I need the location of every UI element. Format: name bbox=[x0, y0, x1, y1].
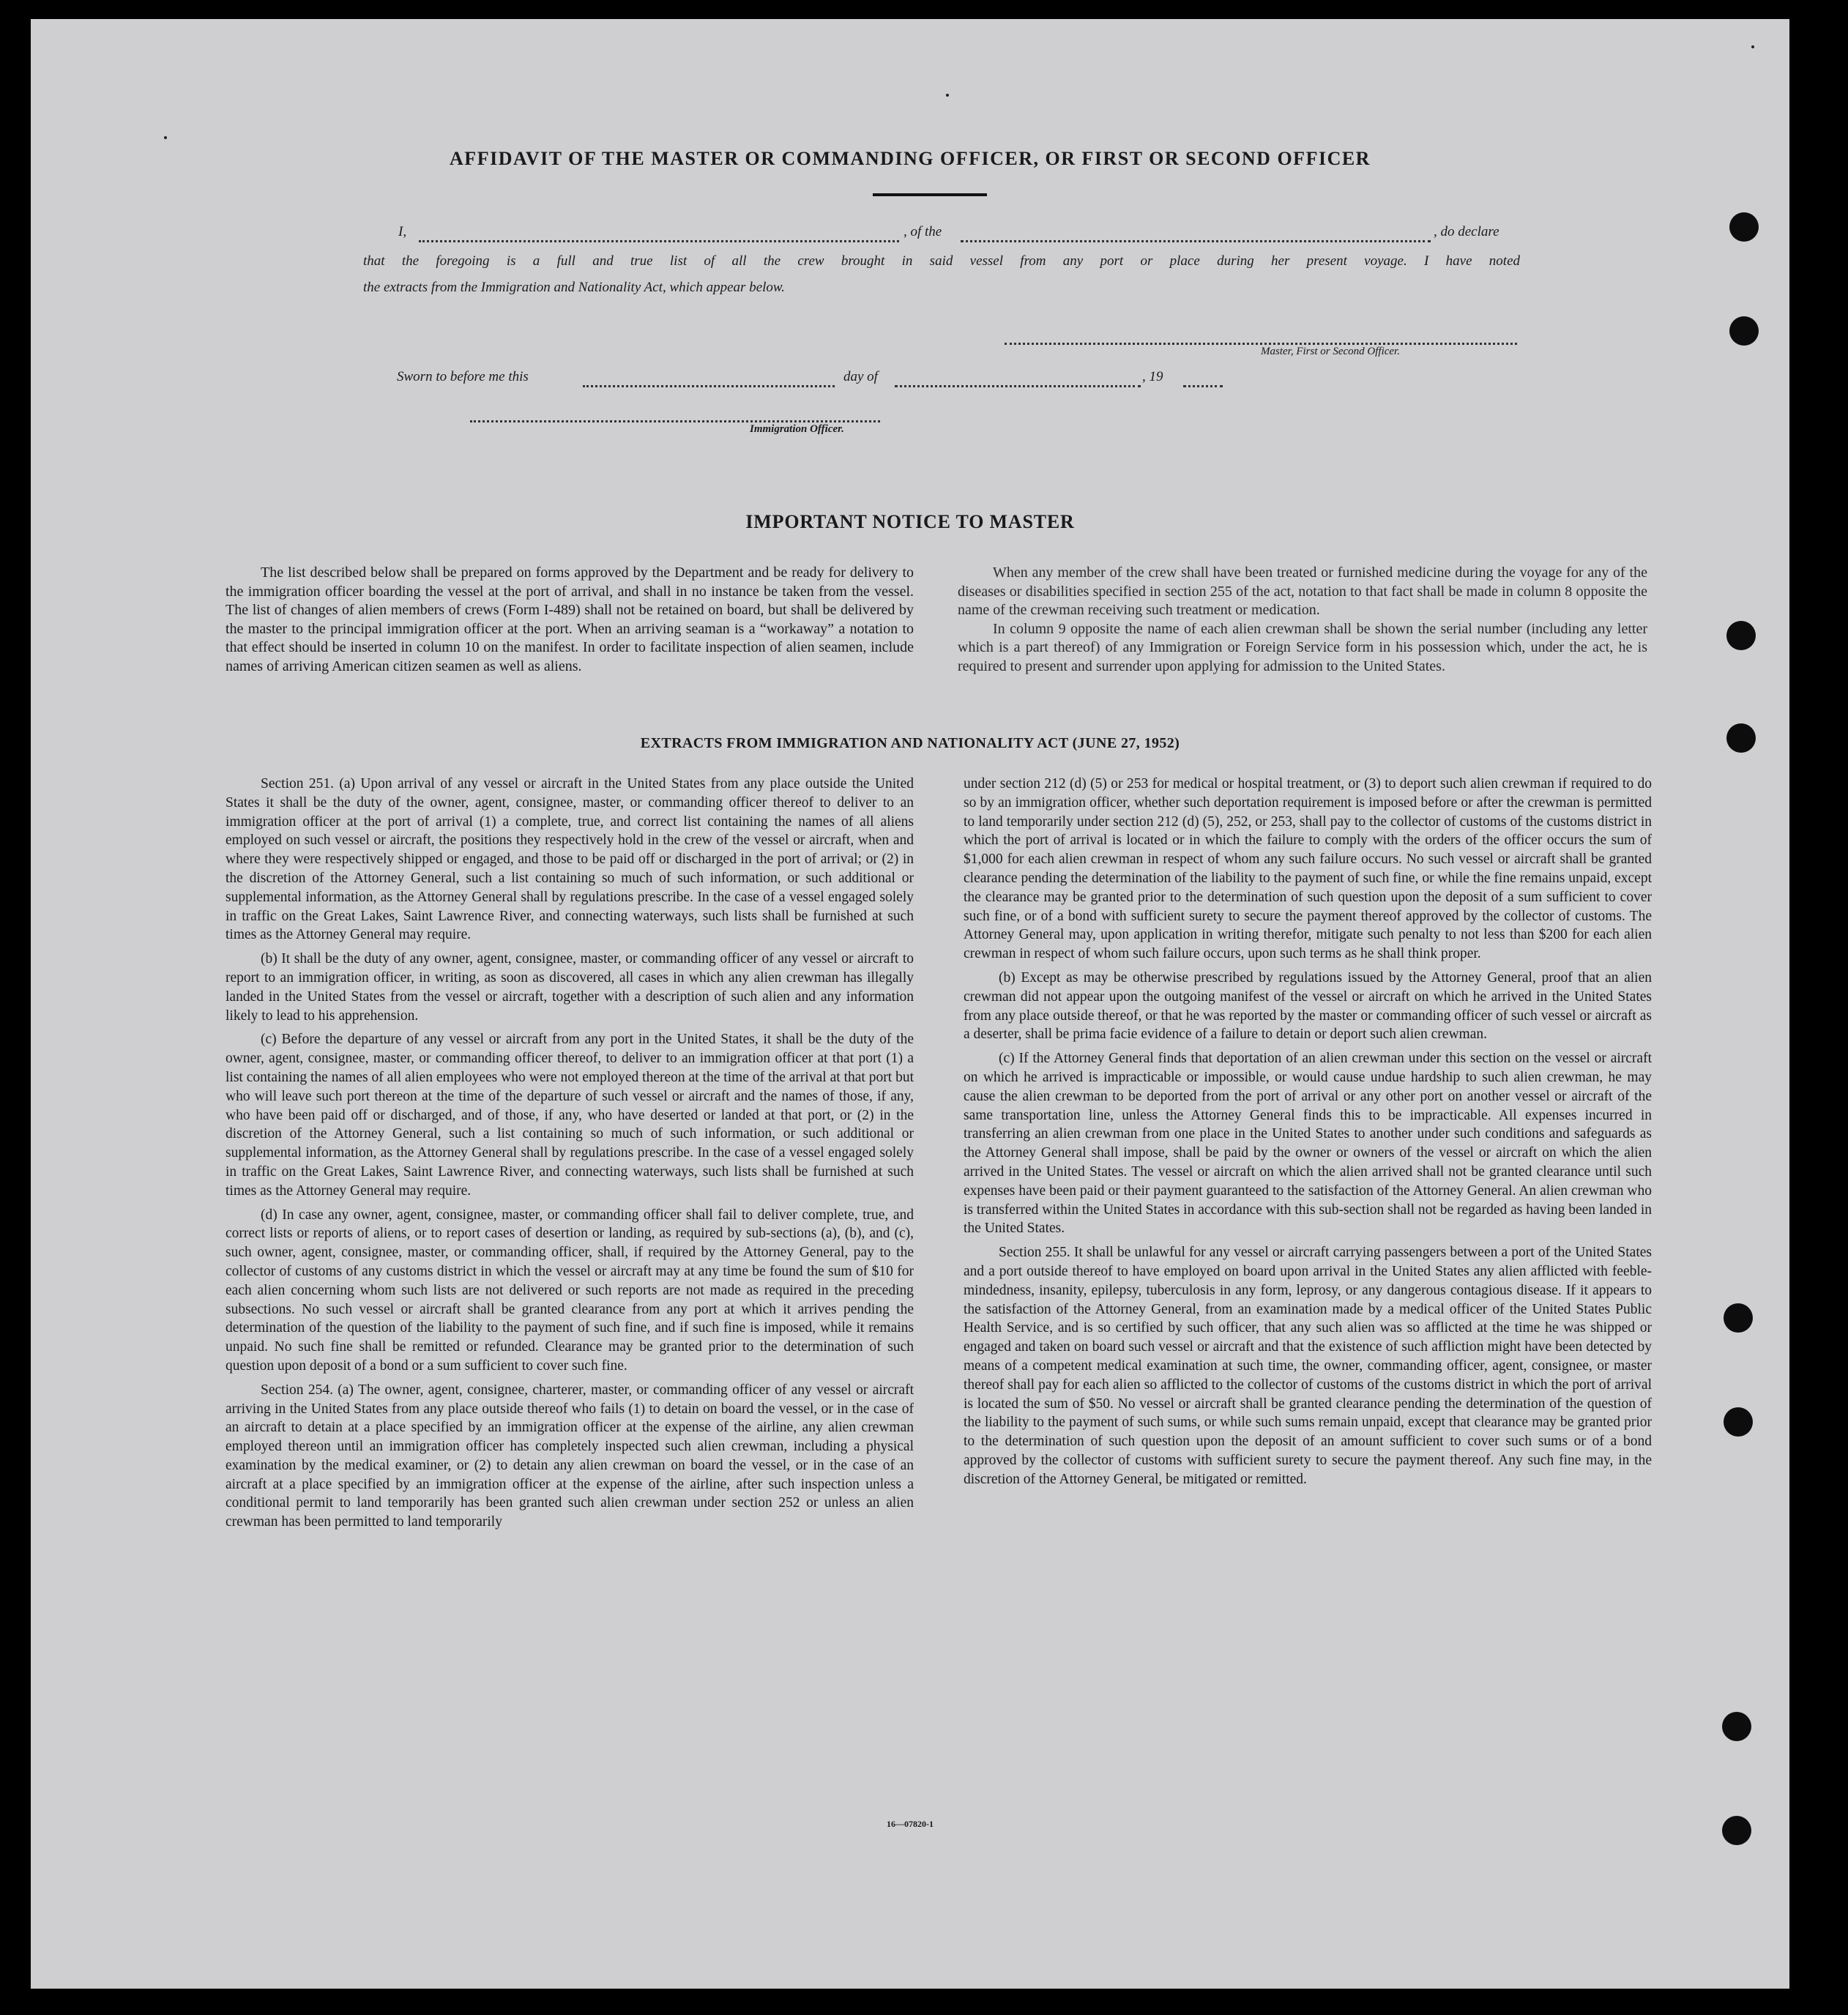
notice-right-paragraph: When any member of the crew shall have been treated or furnished medicine during the voyage for any of the diseases or disabilities specified in section 255 of the act, notation to that fact shall be made in column 8 opposite the name of the crewman receiving such treatment or medication. bbox=[958, 565, 1647, 619]
section-paragraph: (d) In case any owner, agent, consignee, master, or commanding officer shall fail to deliver complete, true, and correct lists or reports of aliens, or to report cases of desertion or landing, as required by sub-sections (a), (b), and (c), such owner, agent, consignee, master, or commanding officer, shall, if required by the Attorney General, pay to the collector of customs of any customs district in which the vessel or aircraft may at any time be found the sum of $10 for each alien concerning whom such lists are not delivered or such reports are not made as required in the preceding subsections. No such vessel or aircraft shall be granted clearance from any port at which it arrives pending the determination of the question of the liability to the payment of such fine, and if such fine is imposed, while it remains unpaid. No such fine shall be remitted or refunded. Clearance may be granted prior to the determination of such question upon deposit of a bond or a sum sufficient to cover such fine. bbox=[226, 1207, 914, 1374]
affidavit-of-the: , of the bbox=[903, 224, 942, 239]
notice-left-paragraph: The list described below shall be prepared on forms approved by the Department and be ready for delivery to the immigration officer boarding the vessel at the port of arrival, and shall in no instance be taken from the vessel. The list of changes of alien members of crews (Form I-489) shall not be retained on board, but shall be delivered by the master to the principal immigration officer at the port. When an arriving seaman is a “workaway” a notation to that effect should be inserted in column 10 on the manifest. In order to facilitate inspection of alien seamen, include names of arriving American citizen seamen as well as aliens. bbox=[226, 565, 914, 674]
speck bbox=[946, 94, 949, 97]
master-signature-line bbox=[1005, 343, 1517, 345]
speck bbox=[164, 136, 167, 139]
extracts-right-column bbox=[964, 775, 1652, 1494]
day-of-label: day of bbox=[843, 369, 878, 384]
section-paragraph: (c) If the Attorney General finds that deportation of an alien crewman under this section on the vessel or aircraft on which he arrived is impracticable or impossible, or would cause undue hardship to such alien crewman, he may cause the alien crewman to be deported from the port of arrival or any other port on another vessel or aircraft of the same transportation line, unless the Attorney General finds this to be impracticable. All expenses incurred in transferring an alien crewman from one place in the United States to another under such conditions and safeguards as the Attorney General shall impose, shall be paid by the owner or owners of the vessel or aircraft on which the alien arrived in the United States. The vessel or aircraft on which the alien arrived shall not be granted clearance until such expenses have been paid or their payment guaranteed to the satisfaction of the Attorney General. An alien crewman who is transferred within the United States in accordance with this sub-section shall not be regarded as having been landed in the United States. bbox=[964, 1051, 1652, 1237]
notice-title: IMPORTANT NOTICE TO MASTER bbox=[745, 511, 1075, 532]
affidavit-title: AFFIDAVIT OF THE MASTER OR COMMANDING OFFICER, OR FIRST OR SECOND OFFICER bbox=[450, 148, 1371, 169]
notice-left-column bbox=[226, 564, 914, 677]
sworn-day-blank bbox=[583, 385, 835, 387]
punch-hole bbox=[1722, 1712, 1751, 1741]
affidavit-line2: that the foregoing is a full and true list of all the crew brought in said vessel from any port or place during her present voyage. I have noted bbox=[363, 253, 1520, 269]
affidavit-line3: the extracts from the Immigration and Nationality Act, which appear below. bbox=[363, 280, 785, 295]
month-blank bbox=[895, 385, 1141, 387]
section-paragraph: (b) Except as may be otherwise prescribed by regulations issued by the Attorney General, proof that an alien crewman did not appear upon the outgoing manifest of the vessel or aircraft on which he arrived in the United States from any place outside thereof, or that he was reported by the master or commanding officer of such vessel or aircraft as a deserter, shall be prima facie evidence of a failure to detain or deport such alien crewman. bbox=[964, 969, 1652, 1043]
affidavit-declare: , do declare bbox=[1434, 224, 1499, 239]
vessel-blank bbox=[961, 240, 1431, 242]
notice-right-paragraph: In column 9 opposite the name of each alien crewman shall be shown the serial number (including any letter which is a part thereof) of any Immigration or Foreign Service form in his possession which, under the act, he is required to present and surrender upon applying for admission to the United States. bbox=[958, 620, 1647, 674]
speck bbox=[1751, 45, 1754, 48]
title-rule bbox=[873, 193, 987, 196]
form-number: 16—07820-1 bbox=[887, 1819, 934, 1829]
document-page bbox=[31, 19, 1789, 1989]
notice-right-column bbox=[958, 564, 1647, 677]
punch-hole bbox=[1724, 1303, 1753, 1333]
section-paragraph: (c) Before the departure of any vessel or aircraft from any port in the United States, it shall be the duty of the owner, agent, consignee, master, or commanding officer thereof, to deliver to an immigration officer at that port (1) a list containing the names of all alien employees who were not employed thereon at the time of the arrival at that port but who will leave such port thereon at the time of the departure of such vessel or aircraft and the names of those, if any, who have been paid off or discharged, and of those, if any, who have deserted or landed at that port, or (2) in the discretion of the Attorney General, such a list containing so much of such information, or such additional or supplemental information, as the Attorney General shall by regulations prescribe. In the case of a vessel engaged solely in traffic on the Great Lakes, Saint Lawrence River, and connecting waterways, such lists shall be furnished at such times as the Attorney General may require. bbox=[226, 1032, 914, 1199]
punch-hole bbox=[1729, 212, 1759, 242]
year-label: , 19 bbox=[1142, 369, 1163, 384]
section-paragraph: Section 251. (a) Upon arrival of any vessel or aircraft in the United States from any place outside the United States it shall be the duty of the owner, agent, consignee, master, or commanding officer thereof to deliver to an immigration officer at the port of arrival (1) a complete, true, and correct list containing the names of all aliens employed on such vessel or aircraft, the positions they respectively hold in the crew of the vessel or aircraft, when and where they were respectively shipped or engaged, and those to be paid off or discharged in the port of arrival; or (2) in the discretion of the Attorney General, such a list containing so much of such information, or such additional or supplemental information, as the Attorney General shall by regulations prescribe. In the case of a vessel engaged solely in traffic on the Great Lakes, Saint Lawrence River, and connecting waterways, such lists shall be furnished at such times as the Attorney General may require. bbox=[226, 776, 914, 943]
officer-signature-line bbox=[470, 420, 880, 422]
section-paragraph: under section 212 (d) (5) or 253 for medical or hospital treatment, or (3) to deport such alien crewman if required to do so by an immigration officer, whether such deportation requirement is imposed before or after the crewman is permitted to land temporarily under section 212 (d) (5), 252, or 253, shall pay to the collector of customs of the customs district in which the port of arrival is located or in which the failure to comply with the orders of the officer occurs the sum of $1,000 for each alien crewman in respect of whom any such failure occurs. No such vessel or aircraft shall be granted clearance pending the determination of the liability to the payment of such fine, or while the fine remains unpaid, except the clearance may be granted prior to the determination of such question upon the deposit of a sum sufficient to cover such fine, or of a bond with sufficient surety to secure the payment thereof approved by the collector of customs. The Attorney General may, upon application in writing therefor, mitigate such penalty to not less than $200 for each alien crewman in respect of whom such failure occurs, upon such terms as he shall think proper. bbox=[964, 776, 1652, 962]
section-paragraph: Section 255. It shall be unlawful for any vessel or aircraft carrying passengers between a port of the United States and a port outside thereof to have employed on board upon arrival in the United States any alien afflicted with feeble-mindedness, insanity, epilepsy, tuberculosis in any form, leprosy, or any dangerous contagious disease. If it appears to the satisfaction of the Attorney General, from an examination made by a medical officer of the United States Public Health Service, and is so certified by such officer, that any such alien was so afflicted at the time he was shipped or engaged and taken on board such vessel or aircraft and that the existence of such affliction might have been detected by means of a competent medical examination at such time, the owner, commanding officer, agent, consignee, or master thereof shall pay for each alien so afflicted to the collector of customs of the customs district in which the port of arrival is located the sum of $50. No vessel or aircraft shall be granted clearance pending the determination of the question of the liability to the payment of such sums, or while such sums remain unpaid, except that clearance may be granted prior to the determination of such question upon the deposit of an amount sufficient to cover such sums or of a bond approved by the collector of customs with sufficient surety to secure the payment thereof. Any such fine may, in the discretion of the Attorney General, be mitigated or remitted. bbox=[964, 1245, 1652, 1487]
punch-hole bbox=[1726, 621, 1756, 650]
section-paragraph: Section 254. (a) The owner, agent, consignee, charterer, master, or commanding officer of any vessel or aircraft arriving in the United States from any place outside thereof who fails (1) to detain on board the vessel, or in the case of an aircraft to detain at a place specified by an immigration officer at the expense of the airline, any alien crewman employed thereon until an immigration officer has completely inspected such alien crewman, including a physical examination by the medical examiner, or (2) to detain any alien crewman on board the vessel, or in the case of an aircraft at a place specified by an immigration officer at the expense of the airline, after such inspection unless a conditional permit to land temporarily has been granted such alien crewman under section 252 or unless an alien crewman has been permitted to land temporarily bbox=[226, 1382, 914, 1530]
extracts-left-column bbox=[226, 775, 914, 1537]
affidavit-i: I, bbox=[398, 224, 407, 239]
master-caption: Master, First or Second Officer. bbox=[1261, 346, 1400, 357]
name-blank bbox=[419, 240, 899, 242]
section-paragraph: (b) It shall be the duty of any owner, agent, consignee, master, or commanding officer of any vessel or aircraft to report to an immigration officer, in writing, as soon as discovered, all cases in which any alien crewman has illegally landed in the United States from the vessel or aircraft, together with a description of such alien and any information likely to lead to his apprehension. bbox=[226, 951, 914, 1024]
extracts-title: EXTRACTS FROM IMMIGRATION AND NATIONALITY ACT (JUNE 27, 1952) bbox=[640, 735, 1180, 751]
punch-hole bbox=[1724, 1407, 1753, 1437]
year-blank bbox=[1183, 385, 1223, 387]
sworn-label: Sworn to before me this bbox=[397, 369, 529, 384]
punch-hole bbox=[1729, 316, 1759, 346]
officer-caption: Immigration Officer. bbox=[750, 423, 844, 435]
